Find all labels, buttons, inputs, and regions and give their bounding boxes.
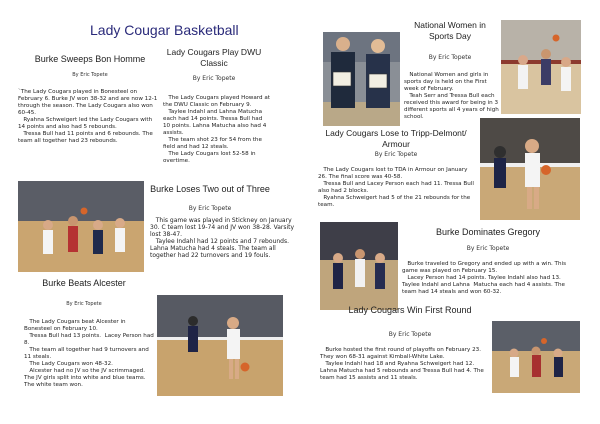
byline-dwu: By Eric Topete	[192, 75, 236, 82]
body-two-of-three: This game was played in Stickney on January 30. C team lost 19-74 and JV won 38-28. Varsity lost 38-47. Taylee Indahl had 12 points and 7 rebounds. Lahna Matucha had 4 steals. The team all together had 22 turnovers and 19 fouls.	[150, 217, 295, 259]
headline-tripp: Lady Cougars Lose to Tripp-Delmont/ Armour	[325, 128, 467, 149]
body-national: National Women and girls in sports day is held on the First week of February. Teah Serr and Tressa Bull each received this award for being in 3 different sports all 4 years of high school.	[404, 72, 499, 120]
headline-gregory: Burke Dominates Gregory	[435, 227, 541, 237]
game-photo-right	[480, 118, 580, 220]
byline-tripp: By Eric Topete	[374, 151, 418, 158]
headline-two-of-three: Burke Loses Two out of Three	[150, 184, 270, 194]
body-bon-homme: `The Lady Cougars played in Bonesteel on February 6. Burke JV won 38-32 and are now 12-1 through the season. The Lady Cougars also won 60-45. Ryahna Schweigert led the Lady Cougars with 14 points and also had 5 rebounds. Tressa Bull had 11 points and 6 rebounds. The team all together had 23 rebounds.	[18, 89, 158, 144]
byline-two-of-three: By Eric Topete	[188, 205, 232, 212]
headline-dwu: Lady Cougars Play DWU Classic	[166, 47, 262, 68]
body-first-round: Burke hosted the first round of playoffs on February 23. They won 68-31 against Kimball-White Lake. Taylee Indahl had 18 and Ryahna Schweigert had 12. Lahna Matucha had 5 rebounds and Tressa Bull had 4. The team had 15 assists and 11 steals.	[320, 347, 484, 381]
body-dwu: The Lady Cougars played Howard at the DWU Classic on February 9. Taylee Indahl and Lahna Matucha each had 14 points. Tressa Bull had 10 points. Lahna Matucha also had 4 assists. The team shot 23 for 54 from the field and had 12 steals. The Lady Cougars lost 52-58 in overtime.	[163, 95, 270, 164]
body-tripp: The Lady Cougars lost to TDA in Armour on January 26. The final score was 40-58. Tressa Bull and Lacey Person each had 11. Tressa Bull also had 2 blocks. Ryahna Schweigert had 5 of the 21 rebounds for the team.	[318, 167, 474, 208]
headline-alcester: Burke Beats Alcester	[42, 278, 126, 288]
byline-bon-homme: By Eric Topete	[72, 72, 108, 78]
game-photo-bottom-middle	[157, 295, 283, 396]
headline-bon-homme: Burke Sweeps Bon Homme	[34, 54, 146, 64]
game-photo-top-right	[501, 20, 581, 114]
game-photo-bottom-right	[492, 321, 580, 393]
body-gregory: Burke traveled to Gregory and ended up with a win. This game was played on February 15. Lacey Person had 14 points. Taylee Indahl also had 13. Taylee Indahl and Lahna Matucha each had 4 assists. The team had 14 steals and won 60-32.	[402, 261, 566, 295]
headline-national: National Women in Sports Day	[414, 20, 486, 41]
game-photo-left	[18, 181, 144, 272]
byline-gregory: By Eric Topete	[466, 245, 510, 252]
headline-first-round: Lady Cougars Win First Round	[348, 305, 472, 315]
page-title: Lady Cougar Basketball	[90, 22, 239, 38]
body-alcester: The Lady Cougars beat Alcester in Bonesteel on February 10. Tressa Bull had 13 points. Lacey Person had 8. The team all together had 9 turnovers and 11 steals. The Lady Cougars won 48-32. Alcester had no JV so the JV scrimmaged. The JV girls split into white and blue teams. The white team won.	[24, 319, 154, 388]
byline-national: By Eric Topete	[428, 54, 472, 61]
award-photo	[323, 32, 400, 126]
byline-alcester: By Eric Topete	[66, 301, 102, 307]
byline-first-round: By Eric Topete	[388, 331, 432, 338]
team-photo-middle	[320, 222, 398, 310]
